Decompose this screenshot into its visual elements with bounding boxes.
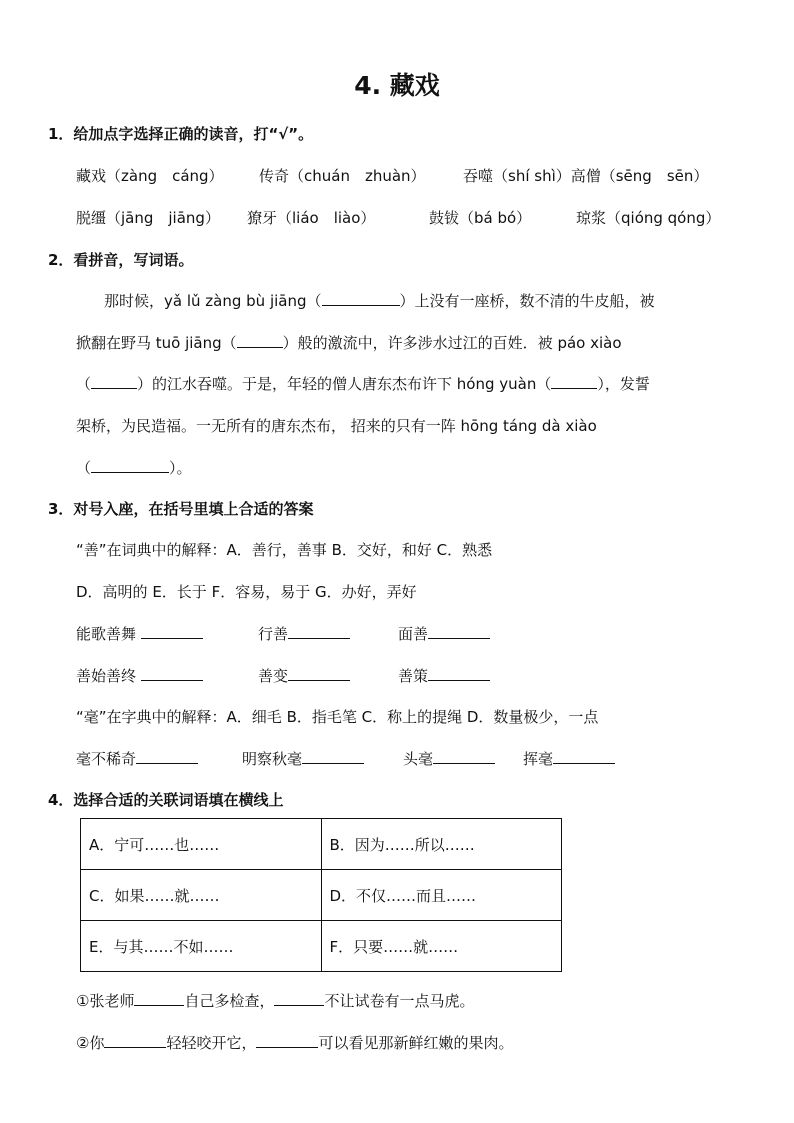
answer-blank[interactable] <box>288 623 350 639</box>
shan-definition: “善”在词典中的解释：A．善行，善事 B．交好，和好 C．熟悉 <box>76 541 493 559</box>
q2-line-3: （ ）的江水吞噬。于是，年轻的僧人唐东杰布许下 hóng yuàn（ ），发誓 <box>76 375 650 393</box>
question-4-heading: 4．选择合适的关联词语填在横线上 <box>48 791 284 809</box>
q3-item: 能歌善舞 <box>76 623 203 644</box>
answer-blank[interactable] <box>322 290 400 306</box>
answer-blank[interactable] <box>141 665 203 681</box>
answer-blank[interactable] <box>237 332 283 348</box>
q1-item: 琼浆（qióng qóng） <box>576 209 721 227</box>
answer-blank[interactable] <box>91 457 169 473</box>
answer-blank[interactable] <box>553 748 615 764</box>
q1-item: 獠牙（liáo liào） <box>247 209 376 227</box>
conjunction-options-table <box>80 818 562 972</box>
shan-definition: D．高明的 E．长于 F．容易，易于 G．办好，弄好 <box>76 583 417 601</box>
q3-item: 善变 <box>258 665 350 686</box>
table-row <box>81 921 562 972</box>
option-cell: A．宁可……也…… <box>81 819 322 870</box>
q4-sentence-1: ①张老师 自己多检查， 不让试卷有一点马虎。 <box>76 992 475 1010</box>
option-cell: B．因为……所以…… <box>321 819 562 870</box>
answer-blank[interactable] <box>288 665 350 681</box>
q4-sentence-2: ②你 轻轻咬开它， 可以看见那新鲜红嫩的果肉。 <box>76 1034 514 1052</box>
q2-line-2: 掀翻在野马 tuō jiāng（ ）般的激流中，许多涉水过江的百姓．被 páo xiào <box>76 334 622 352</box>
q3-item: 头毫 <box>403 748 495 769</box>
q2-line-5: （ ）。 <box>76 459 192 477</box>
q1-item: 鼓钹（bá bó） <box>429 209 532 227</box>
answer-blank[interactable] <box>91 373 137 389</box>
hao-definition: “毫”在字典中的解释：A．细毛 B．指毛笔 C．称上的提绳 D．数量极少，一点 <box>76 708 599 726</box>
q1-item: 脱缰（jāng jiāng） <box>76 209 220 227</box>
answer-blank[interactable] <box>274 990 324 1006</box>
q1-item: 藏戏（zàng cáng） <box>76 167 224 185</box>
answer-blank[interactable] <box>302 748 364 764</box>
answer-blank[interactable] <box>141 623 203 639</box>
q3-item: 明察秋毫 <box>242 748 364 769</box>
q1-item: 吞噬（shí shì）高僧（sēng sēn） <box>463 167 709 185</box>
question-1-heading: 1．给加点字选择正确的读音，打“√”。 <box>48 125 314 143</box>
q3-item: 行善 <box>258 623 350 644</box>
table-row <box>81 870 562 921</box>
q3-item: 善始善终 <box>76 665 203 686</box>
q2-line-1: 那时候，yǎ lǔ zàng bù jiāng（ ）上没有一座桥，数不清的牛皮船，被 <box>104 292 655 310</box>
option-cell: E．与其……不如…… <box>81 921 322 972</box>
q3-item: 挥毫 <box>523 748 615 769</box>
option-cell: C．如果……就…… <box>81 870 322 921</box>
option-cell: D．不仅……而且…… <box>321 870 562 921</box>
page-title: 4. 藏戏 <box>354 71 440 100</box>
table-row <box>81 819 562 870</box>
answer-blank[interactable] <box>136 748 198 764</box>
answer-blank[interactable] <box>134 990 184 1006</box>
answer-blank[interactable] <box>433 748 495 764</box>
option-cell: F．只要……就…… <box>321 921 562 972</box>
q1-item: 传奇（chuán zhuàn） <box>259 167 426 185</box>
answer-blank[interactable] <box>551 373 597 389</box>
q2-line-4: 架桥，为民造福。一无所有的唐东杰布， 招来的只有一阵 hōng táng dà xiào <box>76 417 597 435</box>
answer-blank[interactable] <box>256 1032 318 1048</box>
answer-blank[interactable] <box>104 1032 166 1048</box>
q3-item: 善策 <box>398 665 490 686</box>
answer-blank[interactable] <box>428 665 490 681</box>
question-3-heading: 3．对号入座，在括号里填上合适的答案 <box>48 500 314 518</box>
question-2-heading: 2．看拼音，写词语。 <box>48 251 194 269</box>
q3-item: 面善 <box>398 623 490 644</box>
answer-blank[interactable] <box>428 623 490 639</box>
q3-item: 毫不稀奇 <box>76 748 198 769</box>
